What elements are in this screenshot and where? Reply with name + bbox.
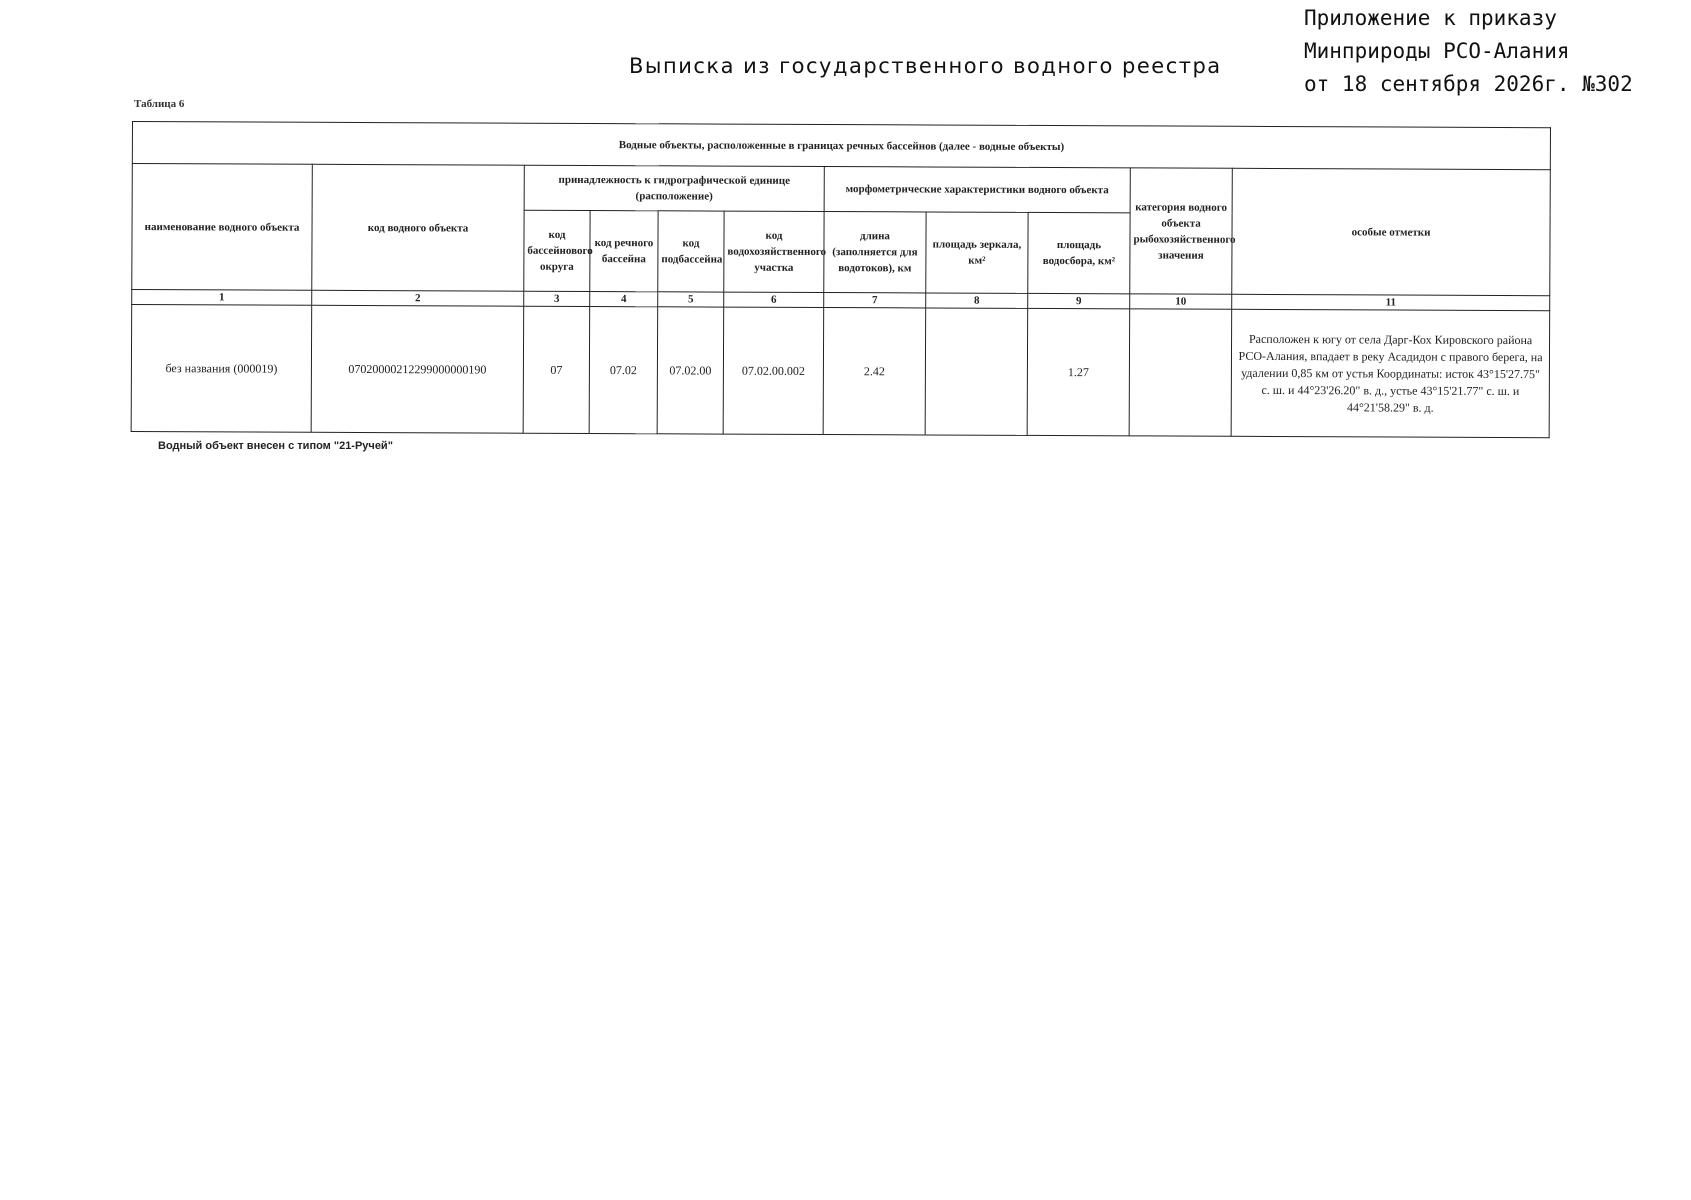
header-fishery-category: категория водного объекта рыбохозяйственного значения bbox=[1130, 168, 1233, 294]
footnote: Водный объект внесен с типом "21-Ручей" bbox=[158, 440, 393, 452]
column-number: 6 bbox=[724, 292, 824, 307]
header-name: наименование водного объекта bbox=[132, 164, 313, 291]
cell-river-basin: 07.02 bbox=[589, 306, 658, 433]
column-number: 2 bbox=[312, 290, 524, 306]
table-row bbox=[131, 305, 1550, 438]
header-code: код водного объекта bbox=[312, 164, 525, 291]
cell-basin-district: 07 bbox=[523, 306, 590, 433]
appendix-line-3: от 18 сентября 2026г. №302 bbox=[1304, 72, 1633, 96]
header-mirror-area: площадь зеркала, км² bbox=[926, 212, 1028, 293]
column-number: 4 bbox=[590, 291, 658, 306]
document-title: Выписка из государственного водного реестра bbox=[629, 54, 1222, 78]
header-catchment-area: площадь водосбора, км² bbox=[1028, 212, 1130, 293]
cell-length: 2.42 bbox=[823, 308, 926, 435]
header-notes: особые отметки bbox=[1232, 168, 1551, 295]
cell-fishery-category bbox=[1129, 309, 1232, 436]
cell-mirror-area bbox=[925, 308, 1028, 435]
column-number: 7 bbox=[824, 293, 926, 308]
cell-notes: Расположен к югу от села Дарг-Кох Кировского района РСО-Алания, впадает в реку Асадидон с правого берега, на удалении 0,85 км от устья Координаты: исток 43°15'27.75" с. ш. и 44°23'26.20" в. д., устье 43°15'21.77" с. ш. и 44°21'58.29" в. д. bbox=[1231, 309, 1550, 437]
registry-table-wrapper bbox=[131, 121, 1550, 438]
header-water-section: код водохозяйственного участка bbox=[724, 211, 824, 292]
column-number: 10 bbox=[1130, 294, 1232, 309]
header-basin-district: код бассейнового округа bbox=[524, 210, 590, 291]
cell-name: без названия (000019) bbox=[131, 305, 312, 433]
column-number: 1 bbox=[132, 290, 312, 306]
cell-code: 07020000212299000000190 bbox=[311, 305, 524, 433]
cell-catchment-area: 1.27 bbox=[1027, 308, 1130, 435]
appendix-line-1: Приложение к приказу bbox=[1304, 6, 1557, 30]
table-label: Таблица 6 bbox=[134, 98, 185, 110]
header-group-hydro: принадлежность к гидрографической единице (расположение) bbox=[524, 165, 824, 211]
column-number: 8 bbox=[926, 293, 1028, 308]
table-caption: Водные объекты, расположенные в границах речных бассейнов (далее - водные объекты) bbox=[132, 122, 1550, 170]
appendix-line-2: Минприроды РСО-Алания bbox=[1304, 39, 1570, 63]
header-group-morph: морфометрические характеристики водного объекта bbox=[824, 167, 1130, 213]
registry-table bbox=[131, 121, 1551, 438]
cell-water-section: 07.02.00.002 bbox=[723, 307, 824, 434]
header-sub-basin: код подбассейна bbox=[658, 211, 724, 292]
header-river-basin: код речного бассейна bbox=[590, 210, 658, 291]
column-number: 11 bbox=[1232, 294, 1550, 310]
column-number: 9 bbox=[1028, 293, 1130, 308]
column-number: 5 bbox=[658, 292, 724, 307]
column-number: 3 bbox=[524, 291, 590, 306]
appendix-block bbox=[1304, 2, 1633, 101]
cell-sub-basin: 07.02.00 bbox=[657, 307, 724, 434]
header-length: длина (заполняется для водотоков), км bbox=[824, 212, 926, 293]
